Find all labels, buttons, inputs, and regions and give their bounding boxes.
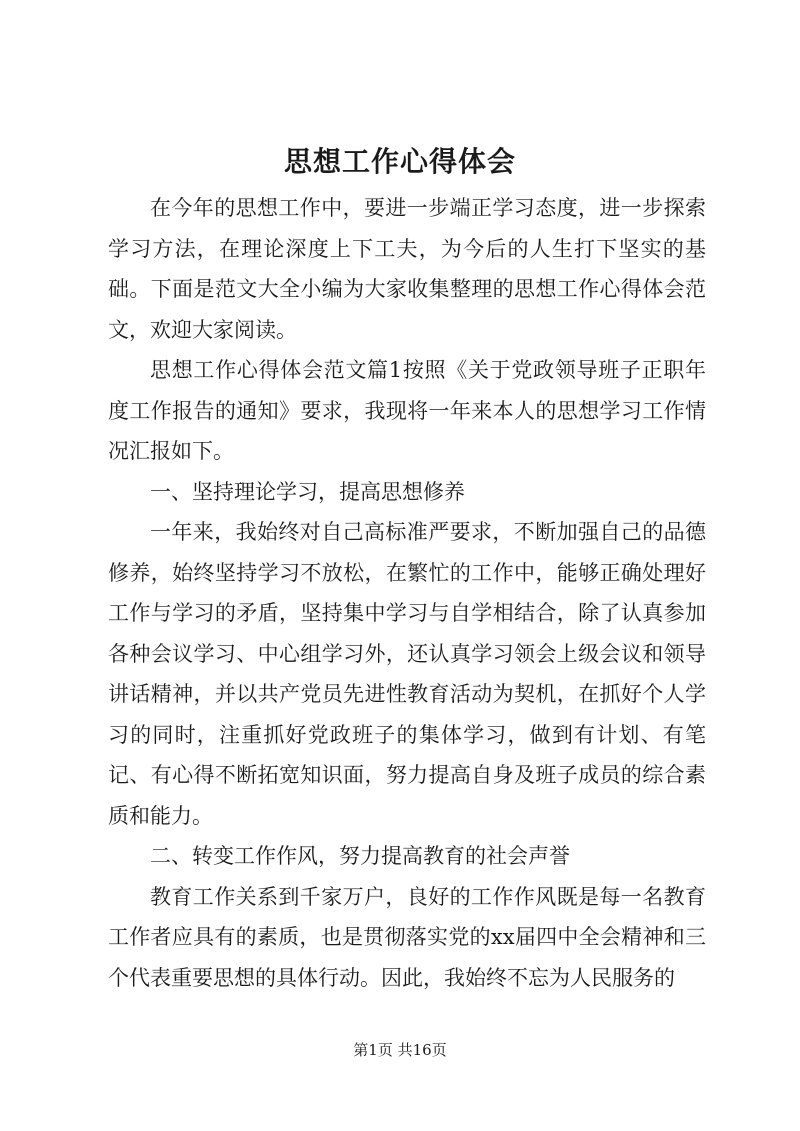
- paragraph-article-1: 思想工作心得体会范文篇1按照《关于党政领导班子正职年度工作报告的通知》要求，我现将一年来本人的思想学习工作情况汇报如下。: [108, 358, 706, 463]
- paragraph-section-1: 一年来，我始终对自己高标准严要求，不断加强自己的品德修养，始终坚持学习不放松，在繁忙的工作中，能够正确处理好工作与学习的矛盾，坚持集中学习与自学相结合，除了认真参加各种会议学习、中心组学习外，还认真学习领会上级会议和领导讲话精神，并以共产党员先进性教育活动为契机，在抓好个人学习的同时，注重抓好党政班子的集体学习，做到有计划、有笔记、有心得不断拓宽知识面，努力提高自身及班子成员的综合素质和能力。: [108, 520, 706, 828]
- section-heading-2: 二、转变工作作风，努力提高教育的社会声誉: [150, 844, 570, 868]
- page-number-footer: 第1页 共16页: [353, 1041, 447, 1059]
- document-title: 思想工作心得体会: [283, 145, 516, 178]
- section-heading-1: 一、坚持理论学习，提高思想修养: [150, 479, 465, 504]
- paragraph-intro: 在今年的思想工作中，要进一步端正学习态度，进一步探索学习方法，在理论深度上下工夫，为今后的人生打下坚实的基础。下面是范文大全小编为大家收集整理的思想工作心得体会范文，欢迎大家阅读。: [108, 196, 706, 342]
- paragraph-section-2: 教育工作关系到千家万户，良好的工作作风既是每一名教育工作者应具有的素质，也是贯彻落实党的xx届四中全会精神和三个代表重要思想的具体行动。因此，我始终不忘为人民服务的: [108, 884, 706, 990]
- document-body: [108, 188, 706, 998]
